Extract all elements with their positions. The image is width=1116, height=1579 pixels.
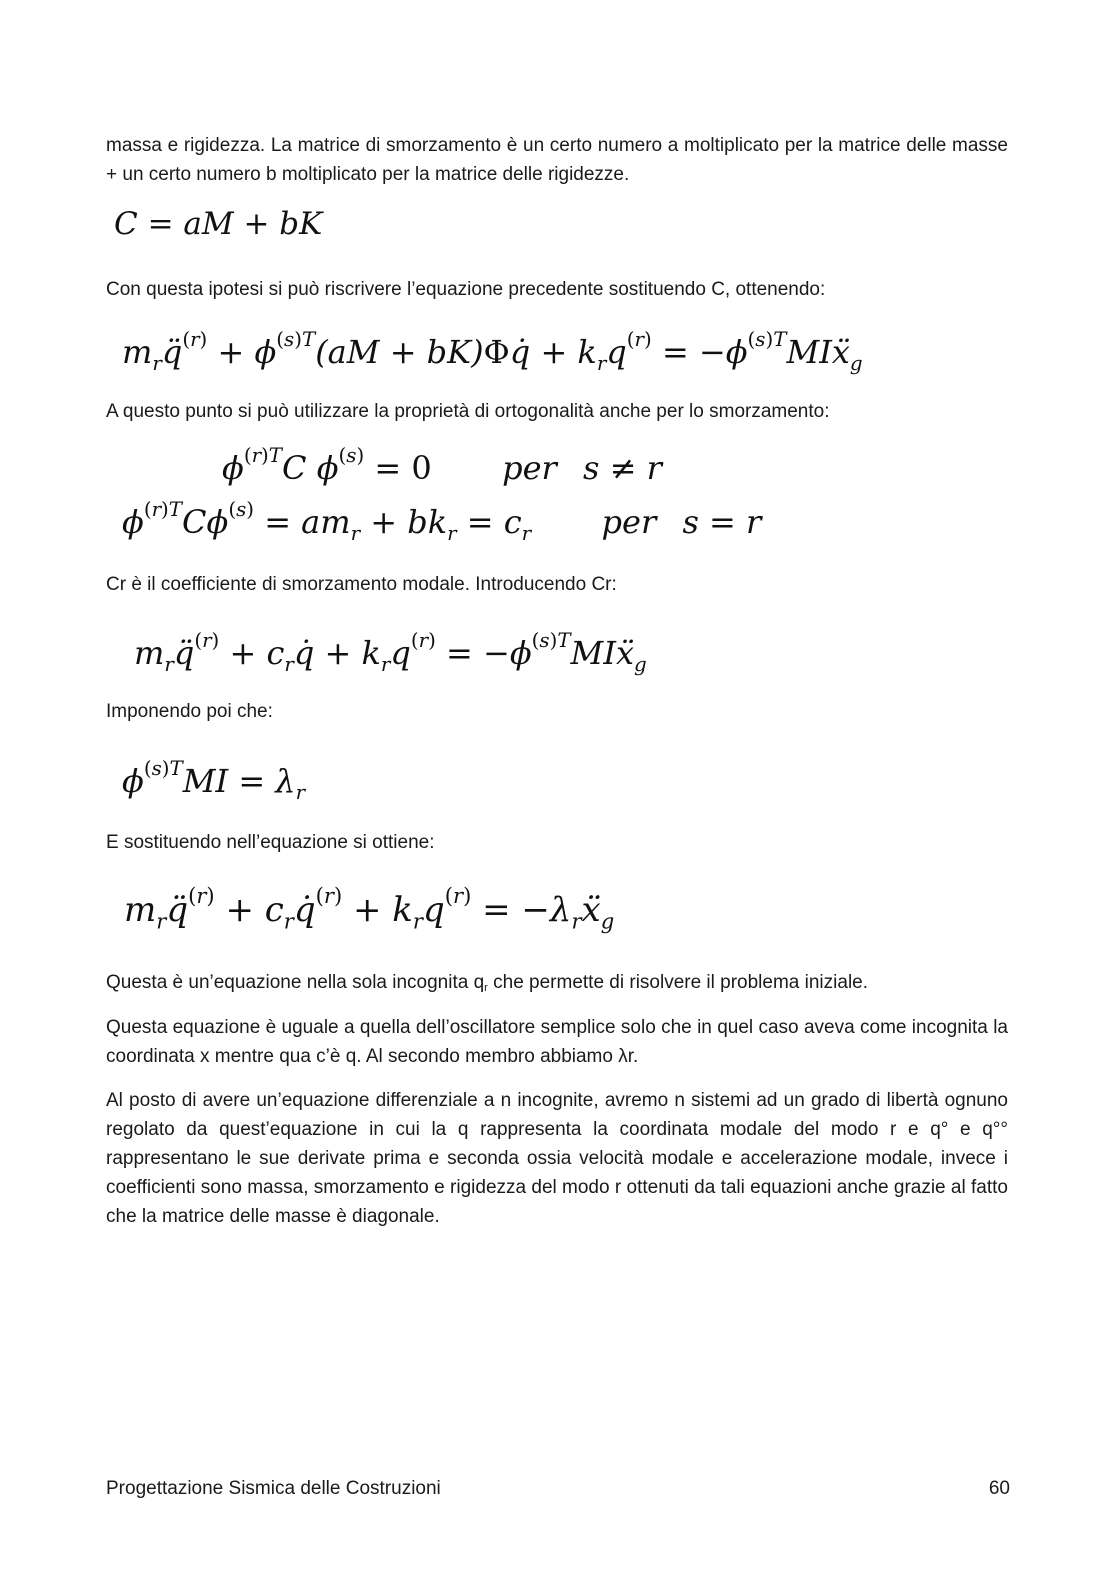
paragraph-damping-matrix: massa e rigidezza. La matrice di smorzamento è un certo numero a moltiplicato per la matrice delle masse + un certo numero b moltiplicato per la matrice delle rigidezze. <box>106 135 1008 185</box>
paragraph-imposing: Imponendo poi che: <box>106 701 273 722</box>
subscript-r: r <box>484 982 488 994</box>
footer-title: Progettazione Sismica delle Costruzioni <box>106 1478 441 1499</box>
paragraph-single-unknown <box>106 968 1008 1003</box>
equation-lambda-definition: $\phi^{(s)T}MI = \lambda_r$ <box>122 757 306 804</box>
equation-orthogonality-zero: $\phi^{(r)T}C$ $\phi^{(s)} = 0$ per s ≠ r <box>222 444 662 487</box>
equation-final-modal: $m_rq̈^{(r)}$ + $c_rq̇^{(r)} + k_rq^{(r)}$ = $-\lambda_rẍ_g$ <box>124 883 615 934</box>
paragraph-conclusion: Al posto di avere un’equazione differenziale a n incognite, avremo n sistemi ad un grado di libertà ognuno regolato da quest’equazione in cui la q rappresenta la coordinata modale del modo r e q° e q°° rappresentano le sue derivate prima e seconda ossia velocità modale e accelerazione modale, invece i coefficienti sono massa, smorzamento e rigidezza del modo r ottenuti da tali equazioni anche grazie al fatto che la matrice delle masse è diagonale. <box>106 1090 1008 1227</box>
paragraph-oscillator-comparison: Questa equazione è uguale a quella dell’oscillatore semplice solo che in quel caso aveva come incognita la coordinata x mentre qua c’è q. Al secondo membro abbiamo λr. <box>106 1017 1008 1067</box>
paragraph-single-unknown-end: che permette di risolvere il problema iniziale. <box>487 972 869 993</box>
page-number: 60 <box>988 1478 1010 1499</box>
paragraph-single-unknown-start: Questa è un’equazione nella sola incognita q <box>106 972 485 993</box>
paragraph-rewrite-equation: Con questa ipotesi si può riscrivere l’equazione precedente sostituendo C, ottenendo: <box>106 279 826 300</box>
equation-modal-substituted: $m_rq̈^{(r)} + \phi^{(s)T}(aM$ + bK)Φq̇ + $k_rq^{(r)}$ = $-\phi^{(s)T}MIẍ_g$ <box>122 328 863 375</box>
equation-with-cr: $m_rq̈^{(r)}$ + $c_rq̇ + k_rq^{(r)}$ = $-\phi^{(s)T}MIẍ_g$ <box>134 629 647 676</box>
equation-modal-damping: $\phi^{(r)T}C\phi^{(s)} = am_r + bk_r = c_r$ per s = r <box>122 498 762 545</box>
paragraph-substituting: E sostituendo nell’equazione si ottiene: <box>106 832 435 853</box>
paragraph-modal-damping-coefficient: Cr è il coefficiente di smorzamento modale. Introducendo Cr: <box>106 574 617 595</box>
paragraph-orthogonality: A questo punto si può utilizzare la proprietà di ortogonalità anche per lo smorzamento: <box>106 401 830 422</box>
equation-damping-rayleigh: C = aM + bK <box>114 206 323 242</box>
